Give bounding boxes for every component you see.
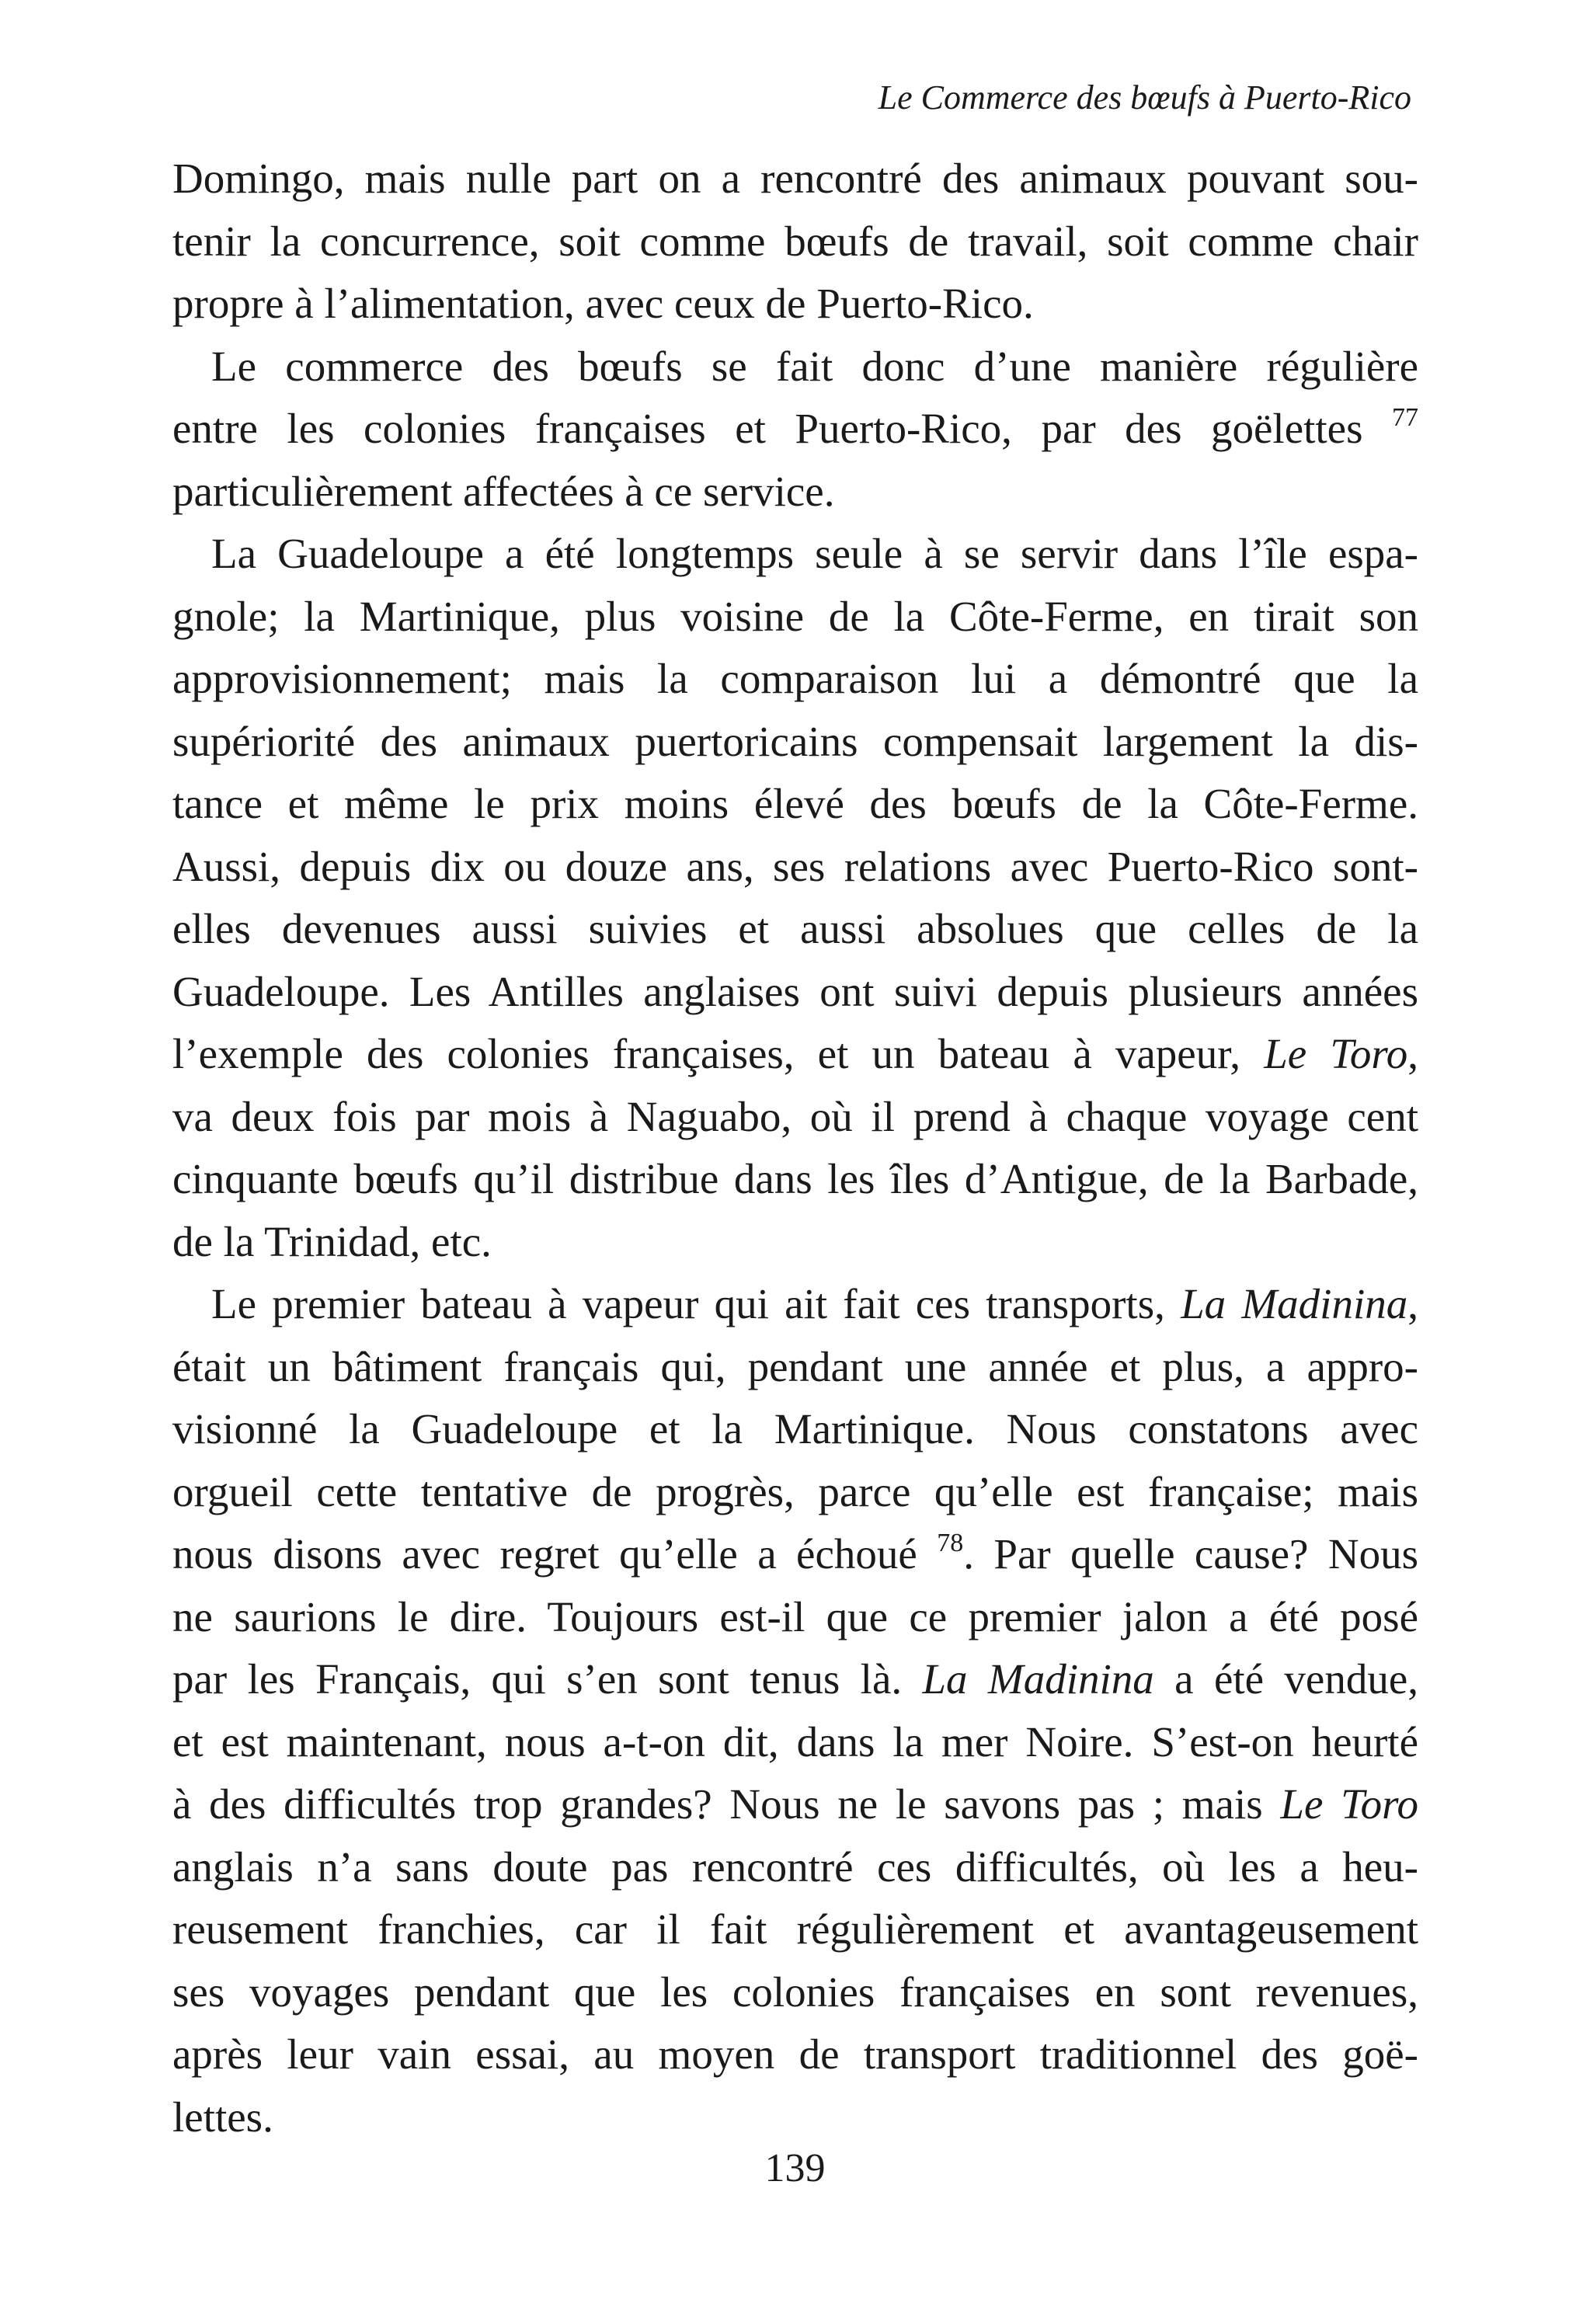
text-run: propre à l’alimentation, avec ceux de Puerto-Rico. [172,280,1034,327]
text-run: Le premier bateau à vapeur qui ait fait ces transports, [211,1280,1181,1327]
text-run: Guadeloupe. Les Antilles anglaises ont suivi depuis plusieurs années [172,967,1418,1015]
text-line [172,1523,1418,1586]
text-line [172,1148,1418,1211]
text-line [172,1711,1418,1774]
text-run: cinquante bœufs qu’il distribue dans les îles d’Antigue, de la Barbade, [172,1155,1418,1202]
ship-name-le-toro: Le Toro [1264,1030,1408,1077]
text-line [172,1398,1418,1461]
text-run: . Par quelle cause? Nous [963,1530,1418,1578]
footnote-marker-77: 77 [1392,403,1418,432]
paragraph [172,336,1418,524]
text-run: ses voyages pendant que les colonies françaises en sont revenues, [172,1967,1418,2016]
text-run: , [1407,1280,1418,1327]
text-line [172,1648,1418,1711]
text-run: supériorité des animaux puertoricains compensait largement la dis- [172,717,1418,765]
text-run: approvisionnement; mais la comparaison lui a démontré que la [172,655,1418,702]
text-line [172,2023,1418,2086]
text-line [172,148,1418,210]
text-line [172,648,1418,711]
text-line [172,1586,1418,1649]
text-run: La Guadeloupe a été longtemps seule à se servir dans l’île espa- [211,530,1418,577]
text-line [172,1273,1418,1336]
text-run: était un bâtiment français qui, pendant une année et plus, a appro- [172,1342,1418,1390]
text-line [172,1336,1418,1399]
text-line [172,1086,1418,1149]
text-run: lettes. [172,2093,273,2141]
text-run: reusement franchies, car il fait régulièrement et avantageusement [172,1905,1418,1953]
text-line [172,711,1418,774]
text-line [172,398,1418,461]
footnote-marker-78: 78 [937,1529,964,1557]
text-run: de la Trinidad, etc. [172,1217,492,1265]
paragraph [172,523,1418,1273]
ship-name-la-madinina: La Madinina [1181,1280,1408,1327]
text-line [172,461,1418,524]
text-run: Domingo, mais nulle part on a rencontré des animaux pouvant sou- [172,155,1418,202]
text-line [172,2086,1418,2149]
text-run: , [1407,1030,1418,1077]
paragraph [172,1273,1418,2148]
text-line [172,210,1418,273]
text-run: nous disons avec regret qu’elle a échoué [172,1530,938,1578]
text-run: gnole; la Martinique, plus voisine de la Côte-Ferme, en tirait son [172,592,1418,640]
text-line [172,336,1418,398]
text-run: par les Français, qui s’en sont tenus là. [172,1655,923,1703]
text-line [172,1023,1418,1086]
text-run: anglais n’a sans doute pas rencontré ces difficultés, où les a heu- [172,1842,1418,1891]
text-run: va deux fois par mois à Naguabo, où il prend à chaque voyage cent [172,1092,1418,1140]
page-number: 139 [764,2146,826,2190]
text-run: visionné la Guadeloupe et la Martinique. Nous constatons avec [172,1405,1418,1452]
text-run: particulièrement affectées à ce service. [172,467,835,515]
text-line [172,273,1418,336]
text-run: tenir la concurrence, soit comme bœufs de travail, soit comme chair [172,217,1418,265]
text-line [172,1773,1418,1836]
text-line [172,586,1418,649]
text-run: après leur vain essai, au moyen de transport traditionnel des goë- [172,2030,1418,2078]
running-header: Le Commerce des bœufs à Puerto-Rico [878,78,1411,117]
ship-name-le-toro: Le Toro [1280,1780,1418,1828]
text-line [172,1898,1418,1961]
text-run: ne saurions le dire. Toujours est-il que ce premier jalon a été posé [172,1592,1418,1640]
text-run: Aussi, depuis dix ou douze ans, ses relations avec Puerto-Rico sont- [172,842,1418,890]
paragraph [172,148,1418,336]
ship-name-la-madinina: La Madinina [922,1655,1154,1703]
text-line [172,1461,1418,1524]
text-line [172,836,1418,899]
text-run: tance et même le prix moins élevé des bœufs de la Côte-Ferme. [172,780,1418,827]
text-run: et est maintenant, nous a-t-on dit, dans la mer Noire. S’est-on heurté [172,1717,1418,1766]
text-line [172,898,1418,961]
text-line [172,523,1418,586]
body-text [172,148,1418,2148]
text-line [172,1836,1418,1899]
text-run: a été vendue, [1153,1655,1418,1703]
text-run: entre les colonies françaises et Puerto-Rico, par des goëlettes [172,405,1392,452]
text-line [172,1961,1418,2024]
text-run: Le commerce des bœufs se fait donc d’une manière régulière [211,342,1418,390]
text-run: à des difficultés trop grandes? Nous ne le savons pas ; mais [172,1780,1281,1828]
text-line [172,961,1418,1024]
text-run: l’exemple des colonies françaises, et un bateau à vapeur, [172,1030,1265,1077]
text-line [172,1211,1418,1274]
text-line [172,773,1418,836]
text-run: orgueil cette tentative de progrès, parce qu’elle est française; mais [172,1467,1418,1515]
text-run: elles devenues aussi suivies et aussi absolues que celles de la [172,905,1418,952]
